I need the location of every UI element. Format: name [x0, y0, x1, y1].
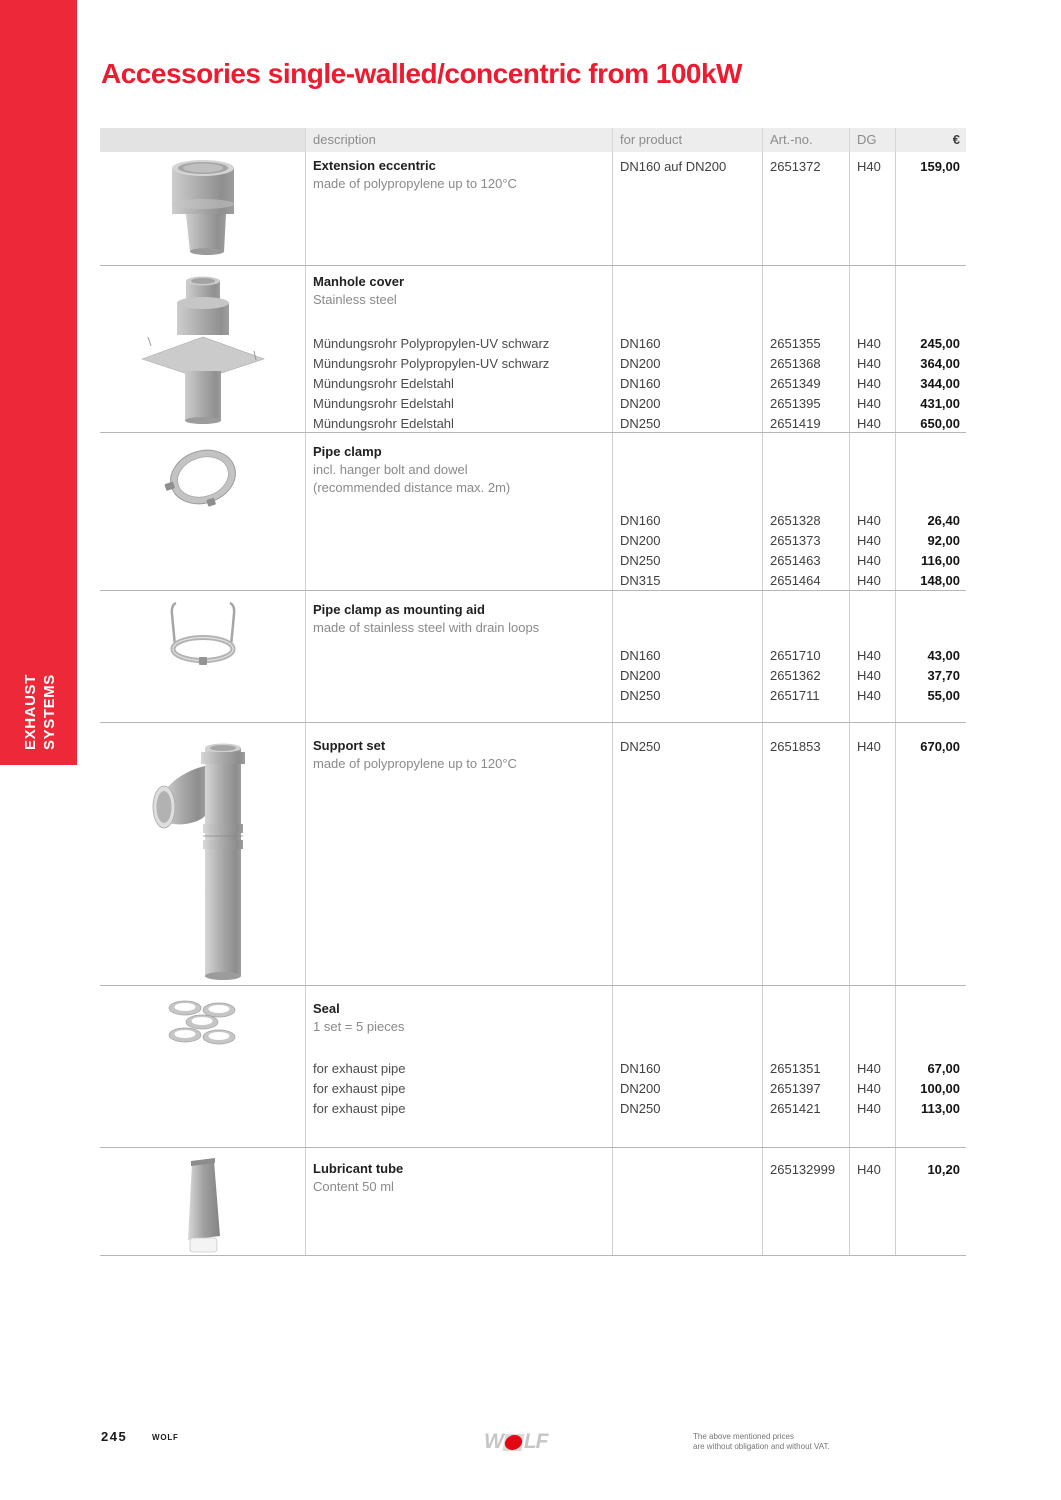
product-subtitle: made of polypropylene up to 120°C [313, 176, 517, 191]
art-no-value: 2651368 [770, 356, 821, 371]
column-header-art-no: Art.-no. [762, 128, 849, 152]
logo-letter-w: W [484, 1430, 503, 1453]
column-header-description: description [305, 128, 612, 152]
for-product-value: DN160 auf DN200 [620, 159, 727, 174]
variant-label: Mündungsrohr Polypropylen-UV schwarz [313, 356, 550, 371]
price-value: 100,00 [920, 1081, 960, 1096]
page-title: Accessories single-walled/concentric from 100kW [101, 58, 742, 89]
price-value: 650,00 [920, 416, 960, 431]
art-no-value: 265132999 [770, 1162, 836, 1177]
for-product-value: DN160 [620, 513, 661, 528]
dg-value: H40 [857, 553, 881, 568]
product-title: Manhole cover [313, 274, 405, 289]
dg-value: H40 [857, 376, 881, 391]
dg-value: H40 [857, 356, 881, 371]
for-product-value: DN250 [620, 553, 661, 568]
price-value: 67,00 [927, 1061, 960, 1076]
variant-label: Mündungsrohr Edelstahl [313, 376, 454, 391]
art-no-value: 2651853 [770, 739, 821, 754]
support-set-illustration [149, 736, 257, 981]
variant-label: for exhaust pipe [313, 1101, 406, 1116]
product-image-cell [100, 266, 305, 432]
manhole-cover-illustration [136, 273, 270, 425]
art-no-value: 2651372 [770, 159, 821, 174]
art-no-value: 2651373 [770, 533, 821, 548]
for-product-value: DN200 [620, 356, 661, 371]
product-image-cell [100, 723, 305, 985]
red-dot-icon [504, 1435, 524, 1450]
dg-value: H40 [857, 336, 881, 351]
column-header-currency: € [895, 128, 966, 152]
art-no-value: 2651421 [770, 1101, 821, 1116]
product-title: Lubricant tube [313, 1161, 404, 1176]
price-value: 159,00 [920, 159, 960, 174]
for-product-value: DN160 [620, 336, 661, 351]
dg-value: H40 [857, 648, 881, 663]
for-product-value: DN200 [620, 668, 661, 683]
accessories-table [100, 128, 966, 1256]
art-no-value: 2651711 [770, 688, 820, 703]
for-product-value: DN250 [620, 1101, 661, 1116]
price-value: 670,00 [920, 739, 960, 754]
product-row-extension-eccentric [100, 152, 966, 265]
product-image-cell [100, 1148, 305, 1255]
for-product-value: DN315 [620, 573, 661, 588]
variant-label: Mündungsrohr Edelstahl [313, 416, 454, 431]
lubricant-tube-illustration [180, 1158, 226, 1254]
price-value: 364,00 [920, 356, 960, 371]
price-value: 148,00 [920, 573, 960, 588]
price-value: 113,00 [920, 1101, 960, 1116]
product-image-cell [100, 152, 305, 265]
dg-value: H40 [857, 159, 881, 174]
art-no-value: 2651397 [770, 1081, 821, 1096]
for-product-value: DN160 [620, 648, 661, 663]
extension-eccentric-illustration [160, 158, 246, 255]
product-row-manhole-cover [100, 265, 966, 432]
seal-illustration [155, 998, 251, 1046]
art-no-value: 2651464 [770, 573, 821, 588]
for-product-value: DN250 [620, 688, 661, 703]
dg-value: H40 [857, 668, 881, 683]
table-body [100, 152, 966, 1256]
for-product-value: DN200 [620, 396, 661, 411]
art-no-value: 2651349 [770, 376, 821, 391]
dg-value: H40 [857, 1162, 881, 1177]
product-subtitle: Stainless steel [313, 292, 397, 307]
dg-value: H40 [857, 1061, 881, 1076]
art-no-value: 2651328 [770, 513, 821, 528]
column-header-for-product: for product [612, 128, 762, 152]
price-value: 116,00 [920, 553, 960, 568]
product-row-seal [100, 985, 966, 1147]
art-no-value: 2651362 [770, 668, 821, 683]
product-title: Pipe clamp [313, 444, 382, 459]
product-title: Extension eccentric [313, 158, 436, 173]
product-subtitle: incl. hanger bolt and dowel [313, 462, 468, 477]
product-row-support-set [100, 722, 966, 985]
column-header-dg: DG [849, 128, 895, 152]
category-sidebar [0, 0, 77, 765]
for-product-value [613, 1160, 762, 1180]
price-value: 431,00 [920, 396, 960, 411]
price-value: 26,40 [927, 513, 960, 528]
dg-value: H40 [857, 416, 881, 431]
product-row-pipe-clamp-mounting-aid [100, 590, 966, 722]
price-value: 245,00 [920, 336, 960, 351]
art-no-value: 2651419 [770, 416, 821, 431]
art-no-value: 2651355 [770, 336, 821, 351]
price-value: 10,20 [927, 1162, 960, 1177]
product-image-cell [100, 433, 305, 590]
product-title: Pipe clamp as mounting aid [313, 602, 485, 617]
brand-name: WOLF [152, 1433, 179, 1442]
dg-value: H40 [857, 573, 881, 588]
product-subtitle: made of polypropylene up to 120°C [313, 756, 517, 771]
product-subtitle: Content 50 ml [313, 1179, 394, 1194]
product-subtitle: 1 set = 5 pieces [313, 1019, 405, 1034]
for-product-value: DN250 [620, 739, 661, 754]
for-product-value: DN250 [620, 416, 661, 431]
art-no-value: 2651710 [770, 648, 821, 663]
variant-label: Mündungsrohr Polypropylen-UV schwarz [313, 336, 550, 351]
price-value: 55,00 [927, 688, 960, 703]
price-value: 92,00 [927, 533, 960, 548]
for-product-value: DN200 [620, 1081, 661, 1096]
product-row-lubricant-tube [100, 1147, 966, 1255]
price-disclaimer-line1: The above mentioned prices [693, 1432, 794, 1441]
for-product-value: DN160 [620, 1061, 661, 1076]
art-no-value: 2651395 [770, 396, 821, 411]
product-image-cell [100, 986, 305, 1147]
product-row-pipe-clamp [100, 432, 966, 590]
product-title: Support set [313, 738, 386, 753]
wolf-logo [484, 1432, 547, 1452]
product-subtitle: made of stainless steel with drain loops [313, 620, 540, 635]
for-product-value: DN200 [620, 533, 661, 548]
dg-value: H40 [857, 1081, 881, 1096]
category-label-line1: EXHAUST [22, 674, 39, 750]
price-value: 43,00 [927, 648, 960, 663]
price-disclaimer [693, 1432, 830, 1452]
art-no-value: 2651351 [770, 1061, 821, 1076]
price-disclaimer-line2: are without obligation and without VAT. [693, 1442, 830, 1451]
variant-label: for exhaust pipe [313, 1081, 406, 1096]
table-header-row [100, 128, 966, 152]
logo-o-square [502, 1434, 524, 1451]
for-product-value: DN160 [620, 376, 661, 391]
product-image-cell [100, 591, 305, 722]
price-value: 344,00 [920, 376, 960, 391]
dg-value: H40 [857, 513, 881, 528]
art-no-value: 2651463 [770, 553, 821, 568]
dg-value: H40 [857, 739, 881, 754]
page-number: 245 [101, 1429, 128, 1444]
pipe-clamp-illustration [161, 439, 245, 515]
category-label-line2: SYSTEMS [41, 674, 58, 750]
column-header-image [100, 128, 305, 152]
dg-value: H40 [857, 1101, 881, 1116]
dg-value: H40 [857, 396, 881, 411]
price-value: 37,70 [927, 668, 960, 683]
logo-letters-lf: LF [523, 1430, 548, 1453]
variant-label: for exhaust pipe [313, 1061, 406, 1076]
dg-value: H40 [857, 688, 881, 703]
product-subtitle-2: (recommended distance max. 2m) [313, 480, 511, 495]
variant-label: Mündungsrohr Edelstahl [313, 396, 454, 411]
category-label [21, 640, 63, 750]
dg-value: H40 [857, 533, 881, 548]
product-title: Seal [313, 1001, 340, 1016]
pipe-clamp-mounting-aid-illustration [163, 599, 243, 671]
